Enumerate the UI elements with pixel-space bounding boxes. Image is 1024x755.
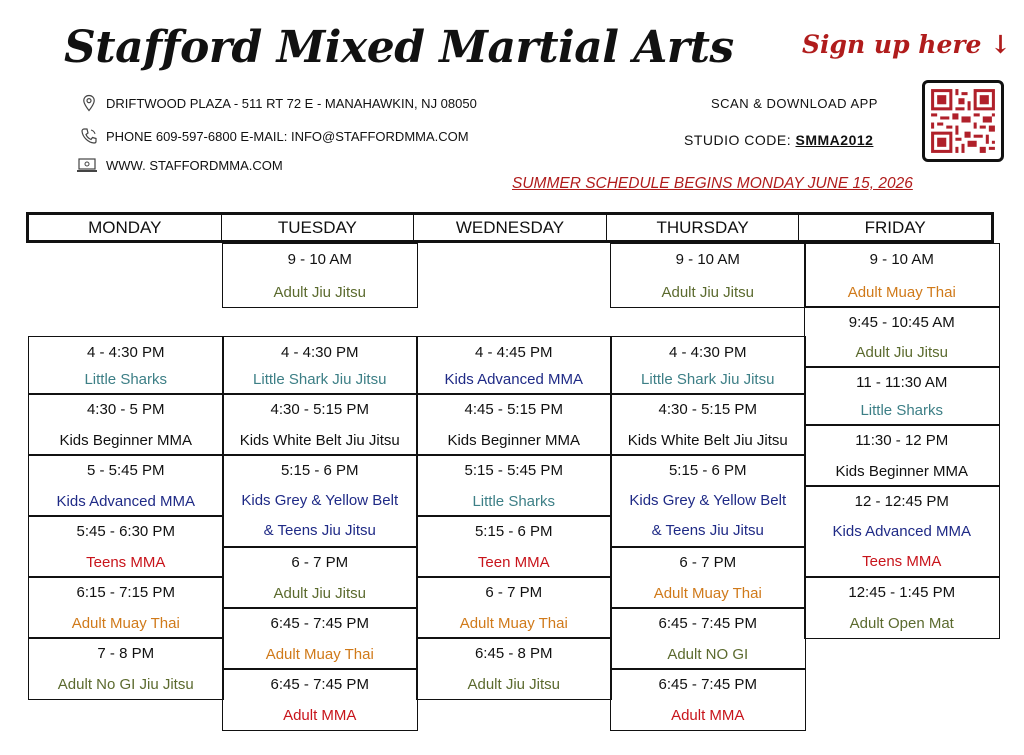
schedule-cell-wednesday — [416, 393, 612, 456]
class-name: Little Sharks — [472, 492, 556, 510]
class-time: 4:30 - 5 PM — [86, 401, 165, 418]
class-name: Kids Beginner MMA — [447, 431, 581, 449]
class-name: Adult Jiu Jitsu — [273, 283, 367, 301]
schedule-cell-tuesday — [222, 607, 418, 670]
class-name: Adult Jiu Jitsu — [467, 675, 561, 693]
class-time: 5:45 - 6:30 PM — [76, 523, 175, 540]
class-time: 5:15 - 5:45 PM — [464, 462, 563, 479]
day-header-row — [26, 212, 994, 243]
class-name: Little Sharks — [84, 370, 168, 388]
day-header-wednesday: WEDNESDAY — [413, 215, 606, 240]
class-name: Little Shark Jiu Jitsu — [253, 370, 387, 388]
schedule-cell-monday — [28, 393, 224, 456]
schedule-cell-wednesday — [416, 336, 612, 395]
schedule-cell-wednesday — [416, 515, 612, 578]
class-time: 5:15 - 6 PM — [280, 462, 359, 479]
schedule-cell-thursday — [610, 546, 806, 609]
schedule-cell-friday — [804, 306, 1000, 368]
schedule-cell-thursday — [610, 336, 806, 395]
class-time: 4:45 - 5:15 PM — [464, 401, 563, 418]
laptop-icon — [76, 156, 98, 174]
class-name: Little Shark Jiu Jitsu — [641, 370, 775, 388]
schedule-cell-tuesday — [222, 454, 418, 548]
schedule-cell-thursday — [610, 454, 806, 548]
schedule-cell-wednesday — [416, 576, 612, 639]
class-name: Kids Grey & Yellow Belt — [241, 492, 399, 509]
studio-code — [684, 132, 873, 148]
class-time: 12:45 - 1:45 PM — [848, 584, 956, 601]
location-pin-icon — [80, 94, 98, 112]
class-time: 6 - 7 PM — [291, 554, 349, 571]
class-time: 5:15 - 6 PM — [474, 523, 553, 540]
class-name: Adult Muay Thai — [265, 645, 374, 663]
class-time: 4 - 4:30 PM — [280, 344, 359, 361]
schedule-cell-friday — [804, 576, 1000, 639]
class-time: 6:45 - 8 PM — [474, 645, 553, 662]
schedule-cell-tuesday — [222, 336, 418, 395]
class-time: 5 - 5:45 PM — [86, 462, 165, 479]
website-line — [76, 156, 283, 174]
studio-code-value: SMMA2012 — [795, 132, 874, 148]
class-name: Adult MMA — [671, 706, 745, 724]
signup-text: Sign up here ↓ — [802, 30, 1012, 59]
class-time: 11:30 - 12 PM — [855, 432, 949, 449]
scan-text: SCAN & DOWNLOAD APP — [711, 96, 878, 111]
class-name: Kids Advanced MMA — [444, 370, 583, 388]
class-name: Adult Jiu Jitsu — [855, 343, 949, 361]
class-name: Adult Muay Thai — [459, 614, 568, 632]
class-name: & Teens Jiu Jitsu — [263, 522, 376, 539]
class-name: Kids Advanced MMA — [56, 492, 195, 510]
class-name: Adult Muay Thai — [653, 584, 762, 602]
qr-code-graphic — [925, 83, 1001, 159]
studio-code-label: STUDIO CODE: — [684, 132, 796, 148]
class-name: Teen MMA — [477, 553, 550, 571]
day-header-monday: MONDAY — [88, 218, 162, 237]
class-time: 6 - 7 PM — [485, 584, 543, 601]
schedule-cell-monday — [28, 336, 224, 395]
schedule-cell-thursday — [610, 607, 806, 670]
class-name: Kids Beginner MMA — [59, 431, 193, 449]
class-time: 6:15 - 7:15 PM — [76, 584, 175, 601]
class-time: 9 - 10 AM — [869, 251, 934, 268]
class-time: 11 - 11:30 AM — [856, 374, 948, 391]
class-name: Kids White Belt Jiu Jitsu — [627, 431, 788, 449]
schedule-cell-friday — [804, 424, 1000, 487]
class-name: Adult Muay Thai — [847, 283, 956, 301]
class-time: 6:45 - 7:45 PM — [658, 615, 757, 632]
schedule-cell-tuesday — [222, 668, 418, 731]
website-link[interactable]: WWW. STAFFORDMMA.COM — [106, 157, 283, 173]
class-time: 4:30 - 5:15 PM — [270, 401, 369, 418]
day-header-tuesday: TUESDAY — [221, 215, 414, 240]
summer-schedule-notice: SUMMER SCHEDULE BEGINS MONDAY JUNE 15, 2026 — [512, 175, 913, 192]
class-time: 9 - 10 AM — [675, 251, 740, 268]
qr-code[interactable] — [922, 80, 1004, 162]
address-text: DRIFTWOOD PLAZA - 511 RT 72 E - MANAHAWKIN, NJ 08050 — [106, 95, 477, 111]
class-name: Kids White Belt Jiu Jitsu — [239, 431, 400, 449]
schedule-cell-wednesday — [416, 454, 612, 517]
schedule-cell-thursday — [610, 668, 806, 731]
schedule-cell-monday — [28, 515, 224, 578]
class-time: 4 - 4:30 PM — [86, 344, 165, 361]
class-time: 9 - 10 AM — [287, 251, 352, 268]
schedule-cell-monday — [28, 454, 224, 517]
class-time: 4 - 4:30 PM — [668, 344, 747, 361]
class-time: 9:45 - 10:45 AM — [848, 314, 955, 331]
class-time: 12 - 12:45 PM — [854, 493, 949, 510]
schedule-cell-tuesday — [222, 546, 418, 609]
schedule-cell-monday — [28, 637, 224, 700]
class-name: Adult MMA — [283, 706, 357, 724]
class-time: 6:45 - 7:45 PM — [270, 615, 369, 632]
class-time: 5:15 - 6 PM — [668, 462, 747, 479]
contact-line — [80, 127, 469, 145]
class-name: Kids Grey & Yellow Belt — [629, 492, 787, 509]
class-name: Adult Muay Thai — [71, 614, 180, 632]
class-time: 6:45 - 7:45 PM — [270, 676, 369, 693]
class-name: Teens MMA — [86, 553, 166, 571]
class-name: Adult Jiu Jitsu — [273, 584, 367, 602]
class-name: Teens MMA — [862, 553, 942, 570]
schedule-cell-monday — [28, 576, 224, 639]
class-time: 6 - 7 PM — [679, 554, 737, 571]
class-time: 7 - 8 PM — [97, 645, 155, 662]
schedule-cell-friday — [804, 243, 1000, 308]
schedule-cell-wednesday — [416, 637, 612, 700]
schedule-cell-thursday — [610, 243, 806, 308]
class-name: Adult No GI Jiu Jitsu — [57, 675, 194, 693]
class-time: 4 - 4:45 PM — [474, 344, 553, 361]
class-name: Adult Open Mat — [849, 614, 954, 632]
class-name: Kids Advanced MMA — [832, 523, 971, 540]
schedule-cell-friday — [804, 366, 1000, 426]
schedule-cell-tuesday — [222, 393, 418, 456]
class-name: Little Sharks — [860, 401, 944, 419]
page-title: Stafford Mixed Martial Arts — [64, 22, 734, 73]
class-time: 6:45 - 7:45 PM — [658, 676, 757, 693]
schedule-cell-thursday — [610, 393, 806, 456]
class-name: Adult NO GI — [667, 645, 749, 663]
day-header-thursday: THURSDAY — [606, 215, 799, 240]
class-name: Kids Beginner MMA — [835, 462, 969, 480]
class-time: 4:30 - 5:15 PM — [658, 401, 757, 418]
phone-icon — [80, 127, 98, 145]
schedule-cell-friday — [804, 485, 1000, 578]
contact-text: PHONE 609-597-6800 E-MAIL: INFO@STAFFORDMMA.COM — [106, 128, 469, 144]
schedule-cell-tuesday — [222, 243, 418, 308]
class-name: & Teens Jiu Jitsu — [651, 522, 764, 539]
class-name: Adult Jiu Jitsu — [661, 283, 755, 301]
address-line — [80, 94, 477, 112]
day-header-friday: FRIDAY — [798, 215, 991, 240]
